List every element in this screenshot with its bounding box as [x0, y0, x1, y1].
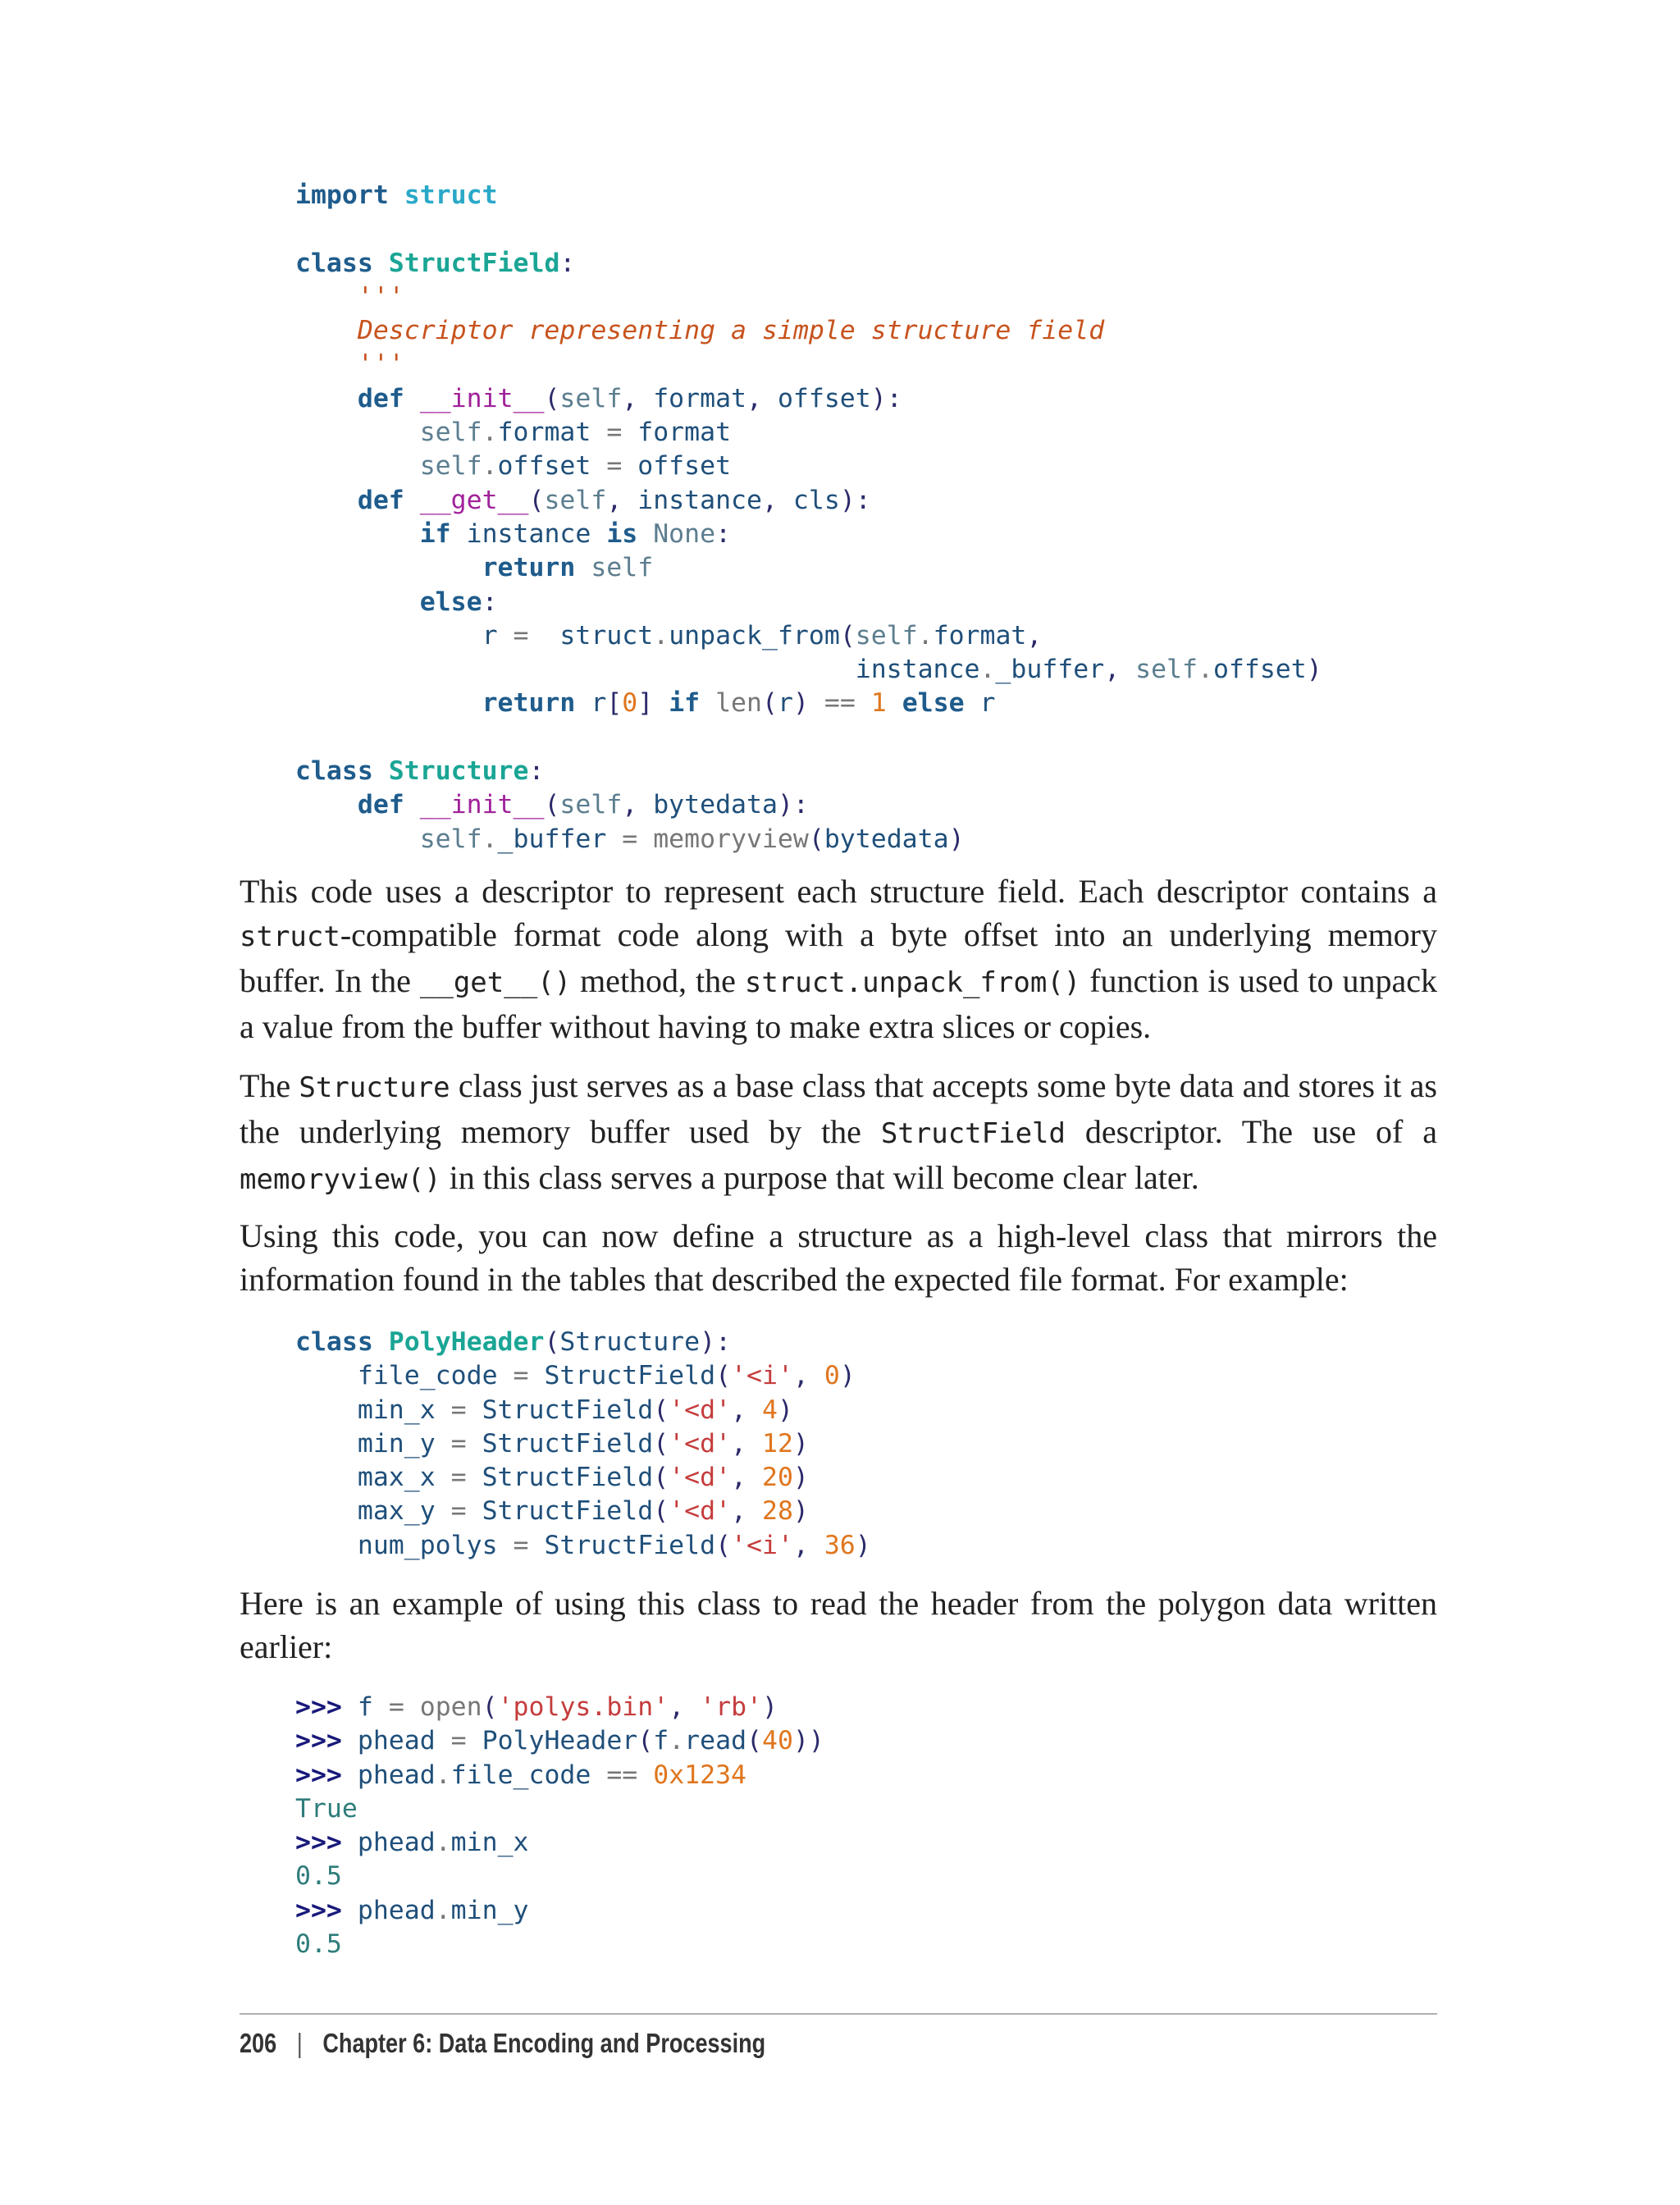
code-line: Descriptor representing a simple structure field [357, 316, 1105, 346]
code-line: >>> f = open('polys.bin', 'rb') [295, 1692, 778, 1722]
code-line: class Structure: [295, 756, 545, 787]
code-line: max_x = StructField('<d', 20) [357, 1463, 809, 1493]
code-line: self._buffer = memoryview(bytedata) [419, 824, 965, 854]
page-footer [240, 2028, 765, 2059]
inline-code: __get__() [419, 966, 572, 999]
code-line: file_code = StructField('<i', 0) [357, 1361, 856, 1391]
inline-code: struct [240, 920, 340, 953]
footer-separator: | [296, 2028, 303, 2058]
code-line: if instance is None: [419, 518, 732, 549]
code-line: import struct [295, 180, 498, 210]
code-line: >>> phead.min_y [295, 1895, 529, 1925]
code-line: 0.5 [295, 1861, 342, 1892]
code-line: num_polys = StructField('<i', 36) [357, 1530, 871, 1560]
code-line: class PolyHeader(Structure): [295, 1327, 732, 1357]
code-line: r = struct.unpack_from(self.format, [482, 620, 1043, 651]
code-line: ''' [357, 349, 404, 380]
code-line: def __get__(self, instance, cls): [357, 485, 871, 515]
inline-code: StructField [880, 1117, 1066, 1150]
code-block-interactive-session [295, 1691, 824, 1961]
code-line: return self [482, 553, 654, 583]
code-line: def __init__(self, format, offset): [357, 383, 902, 413]
code-line: min_y = StructField('<d', 12) [357, 1428, 809, 1459]
code-line: max_y = StructField('<d', 28) [357, 1496, 809, 1527]
inline-code: struct.unpack_from() [744, 966, 1081, 999]
paragraph-define-structure: Using this code, you can now define a structure as a high-level class that mirrors the information found in the tables that described the expected file format. For example: [240, 1217, 1437, 1298]
code-line: 0.5 [295, 1929, 342, 1960]
code-line: >>> phead.min_x [295, 1828, 529, 1858]
page-number: 206 [240, 2028, 277, 2058]
code-line: self.format = format [419, 418, 732, 448]
footer-divider [240, 2013, 1437, 2015]
paragraph-example-usage: Here is an example of using this class to read the header from the polygon data written earlier: [240, 1585, 1437, 1665]
inline-code: Structure [299, 1071, 450, 1104]
code-line: ''' [357, 281, 404, 312]
code-line: else: [419, 587, 498, 617]
inline-code: memoryview() [240, 1163, 441, 1196]
code-line: True [295, 1793, 358, 1824]
code-line: min_x = StructField('<d', 4) [357, 1395, 793, 1425]
code-block-polyheader [295, 1326, 871, 1563]
paragraph-structure-class: The Structure class just serves as a base class that accepts some byte data and stores it as the underlying memory buffer used by the StructField descriptor. The use of a memoryview() in this class serves a purpose that will become clear later. [240, 1067, 1438, 1196]
code-line: instance._buffer, self.offset) [855, 655, 1322, 685]
code-line: class StructField: [295, 248, 576, 278]
code-line: return r[0] if len(r) == 1 else r [482, 688, 996, 719]
code-line: >>> phead = PolyHeader(f.read(40)) [295, 1726, 824, 1756]
code-line: self.offset = offset [419, 451, 732, 482]
chapter-title: Chapter 6: Data Encoding and Processing [322, 2028, 766, 2058]
code-block-structfield [295, 179, 1322, 856]
code-line: def __init__(self, bytedata): [357, 790, 809, 820]
code-line: >>> phead.file_code == 0x1234 [295, 1760, 747, 1790]
paragraph-descriptor-explanation: This code uses a descriptor to represent each structure field. Each descriptor contains a struct-compatible format code along with a byte offset into an underlying memory buffer. In the __get__() method, the struct.unpack_from() function is used to unpack a value from the buffer without having to make extra slices or copies. [240, 873, 1438, 1045]
